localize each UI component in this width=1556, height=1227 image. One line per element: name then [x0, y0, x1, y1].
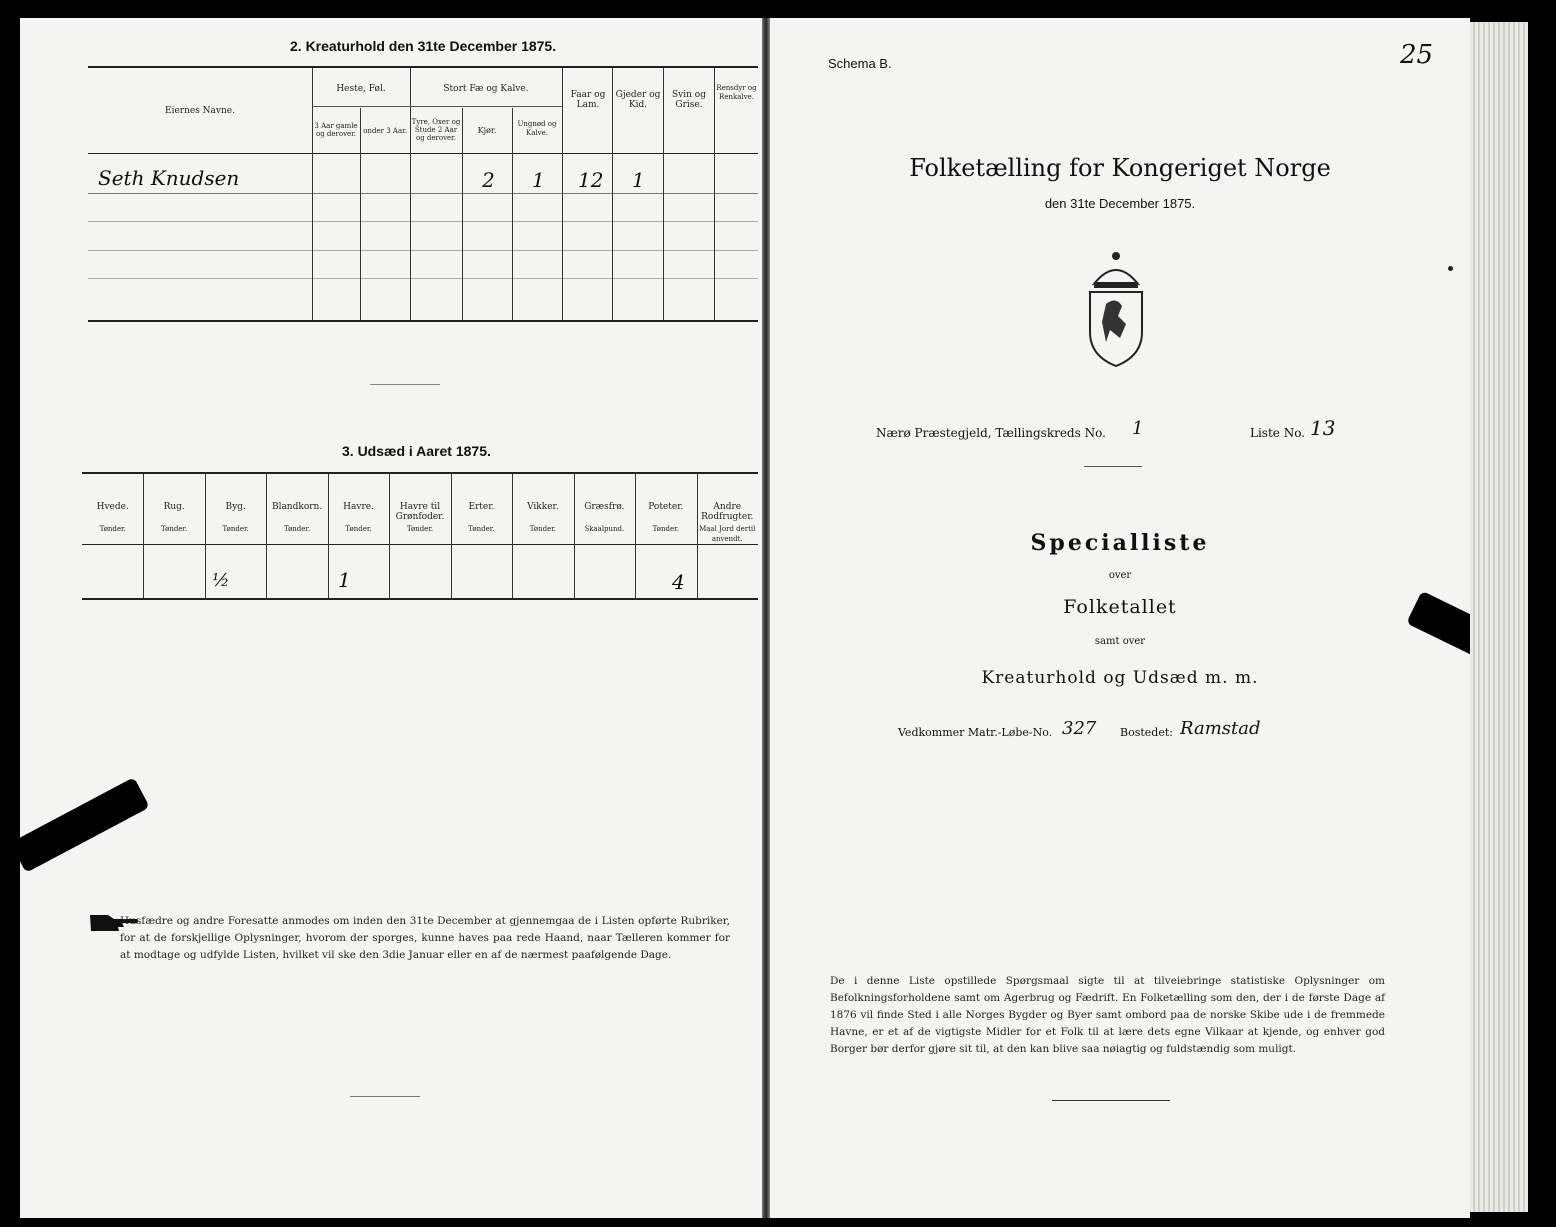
dot-mark — [1448, 266, 1453, 271]
bosted-value: Ramstad — [1180, 718, 1261, 739]
seed-header: Vikker. — [527, 502, 559, 512]
coat-of-arms-icon — [1080, 246, 1152, 368]
seed-unit: Tønder. — [99, 525, 126, 533]
table2-col-divider — [714, 68, 715, 320]
seed-unit: Tønder. — [529, 525, 557, 533]
header-cattle: Stort Fæ og Kalve. — [443, 84, 529, 94]
header-cows: Kjør. — [477, 126, 497, 135]
table2-top-rule — [88, 66, 758, 68]
table3-col-divider — [635, 474, 636, 598]
parish-label: Nærø Præstegjeld, Tællingskreds No. — [876, 426, 1106, 440]
seed-header: Andre Rodfrugter. — [701, 502, 754, 522]
table3-col-divider — [266, 474, 267, 598]
table3-header-rule — [82, 544, 758, 545]
header-goats: Gjeder og Kid. — [615, 90, 661, 110]
seed-unit: Tønder. — [345, 525, 372, 533]
table2-col-divider — [612, 68, 613, 320]
purpose-text: De i denne Liste opstillede Spørgsmaal sigte til at tilveiebringe statistiske Oplysninger om Befolkningsforholdene samt om Agerbrug og Fædrift. En Folketælling som den, der i de første Dage af 1876 vil finde Sted i alle Norges Bygder og Byer samt ombord paa de norske Skibe ude i de fremmede Havne, er et af de vigtigste Midler for et Folk til at lære dets egne Vilkaar at kjende, og enhver god Borger bør derfor gjøre sit til, at den kan blive saa nøiagtig og fuldstændig som muligt. — [830, 975, 1385, 1055]
seed-header: Rug. — [163, 502, 185, 512]
list-number: 13 — [1310, 416, 1336, 440]
header-horses: Heste, Føl. — [336, 84, 386, 94]
seed-unit: Skaalpund. — [584, 525, 625, 533]
seed-header: Blandkorn. — [271, 502, 323, 512]
goats-value: 1 — [632, 168, 645, 192]
header-sheep: Faar og Lam. — [570, 90, 606, 110]
right-page — [770, 18, 1470, 1218]
table2-subheader-rule — [312, 106, 562, 107]
table2-col-divider — [663, 68, 664, 320]
binding-tape — [10, 777, 150, 873]
schema-label: Schema B. — [828, 56, 892, 71]
seed-unit: Maal Jord dertil anvendt. — [699, 525, 756, 543]
sheep-value: 12 — [578, 168, 604, 192]
table2-row-rule — [88, 250, 758, 251]
table2-col-divider — [360, 108, 361, 320]
table2-row-rule — [88, 221, 758, 222]
table3-col-divider — [205, 474, 206, 598]
table3-col-divider — [512, 474, 513, 598]
page-number: 25 — [1400, 40, 1434, 70]
seed-header: Poteter. — [648, 502, 684, 512]
table3-top-rule — [82, 472, 758, 474]
byg-value: ½ — [212, 570, 230, 591]
seed-unit: Tønder. — [652, 525, 679, 533]
header-owner: Eiernes Navne. — [165, 106, 235, 116]
poteter-value: 4 — [672, 570, 685, 594]
divider — [370, 384, 440, 385]
owner-name: Seth Knudsen — [98, 166, 240, 190]
seed-header: Hvede. — [96, 502, 129, 512]
seed-unit: Tønder. — [222, 525, 249, 533]
seed-unit: Tønder. — [468, 525, 495, 533]
header-horses-young: under 3 Aar. — [363, 127, 407, 135]
seed-unit: Tønder. — [406, 525, 434, 533]
cows-value: 2 — [482, 168, 495, 192]
divider — [350, 1096, 420, 1097]
samt-over-text: samt over — [1094, 636, 1146, 647]
kreaturhold-text: Kreaturhold og Udsæd m. m. — [981, 668, 1259, 688]
header-reindeer: Rensdyr og Renkalve. — [716, 84, 757, 101]
seed-header: Erter. — [468, 502, 495, 512]
folketallet-text: Folketallet — [1063, 596, 1177, 618]
header-young-cattle: Ungnød og Kalve. — [517, 120, 557, 137]
section3-title: 3. Udsæd i Aaret 1875. — [342, 443, 491, 459]
main-title: Folketælling for Kongeriget Norge — [909, 154, 1331, 182]
header-oxen: Tyre, Oxer og Stude 2 Aar og derover. — [411, 118, 461, 142]
left-page — [20, 18, 762, 1218]
young-cattle-value: 1 — [532, 168, 545, 192]
matr-label: Vedkommer Matr.-Løbe-No. — [898, 726, 1053, 739]
seed-header: Byg. — [225, 502, 246, 512]
matr-number: 327 — [1062, 718, 1097, 739]
table2-row-rule — [88, 193, 758, 194]
bosted-label: Bostedet: — [1120, 726, 1173, 739]
table3-col-divider — [574, 474, 575, 598]
table3-bottom-rule — [82, 598, 758, 600]
seed-unit: Tønder. — [283, 525, 311, 533]
date-line: den 31te December 1875. — [1044, 196, 1196, 211]
table2-col-divider — [512, 108, 513, 320]
section2-title: 2. Kreaturhold den 31te December 1875. — [290, 38, 557, 54]
seed-header: Græsfrø. — [584, 502, 625, 512]
header-pigs: Svin og Grise. — [672, 90, 706, 110]
parish-number: 1 — [1132, 418, 1144, 439]
seed-header: Havre. — [343, 502, 374, 512]
list-label: Liste No. — [1250, 426, 1306, 440]
table2-row-rule — [88, 278, 758, 279]
seed-header: Havre til Grønfoder. — [395, 502, 445, 522]
table3-col-divider — [328, 474, 329, 598]
havre-value: 1 — [338, 568, 351, 592]
table3-col-divider — [143, 474, 144, 598]
table3-col-divider — [451, 474, 452, 598]
divider — [1084, 466, 1142, 467]
notice-text: Husfædre og andre Foresatte anmodes om inden den 31te December at gjennemgaa de i Listen opførte Rubriker, for at de forskjellige Oplysninger, hvorom der sporges, kunne haves paa rede Haand, naar Tælleren kommer for at modtage og udfylde Listen, hvilket vil ske den 3die Januar eller en af de nærmest paafølgende Dage. — [120, 915, 730, 961]
over-text: over — [1108, 570, 1132, 581]
book-spine — [762, 18, 770, 1218]
seed-unit: Tønder. — [161, 525, 188, 533]
page-edges — [1470, 22, 1528, 1212]
table2-bottom-rule — [88, 320, 758, 322]
divider — [1052, 1100, 1170, 1101]
table2-col-divider — [462, 108, 463, 320]
table2-header-rule — [88, 153, 758, 154]
table3-col-divider — [697, 474, 698, 598]
specialliste-title: Specialliste — [1030, 530, 1210, 556]
header-horses-old: 3 Aar gamle og derover. — [314, 122, 358, 138]
table2-col-divider — [562, 68, 563, 320]
table3-col-divider — [389, 474, 390, 598]
